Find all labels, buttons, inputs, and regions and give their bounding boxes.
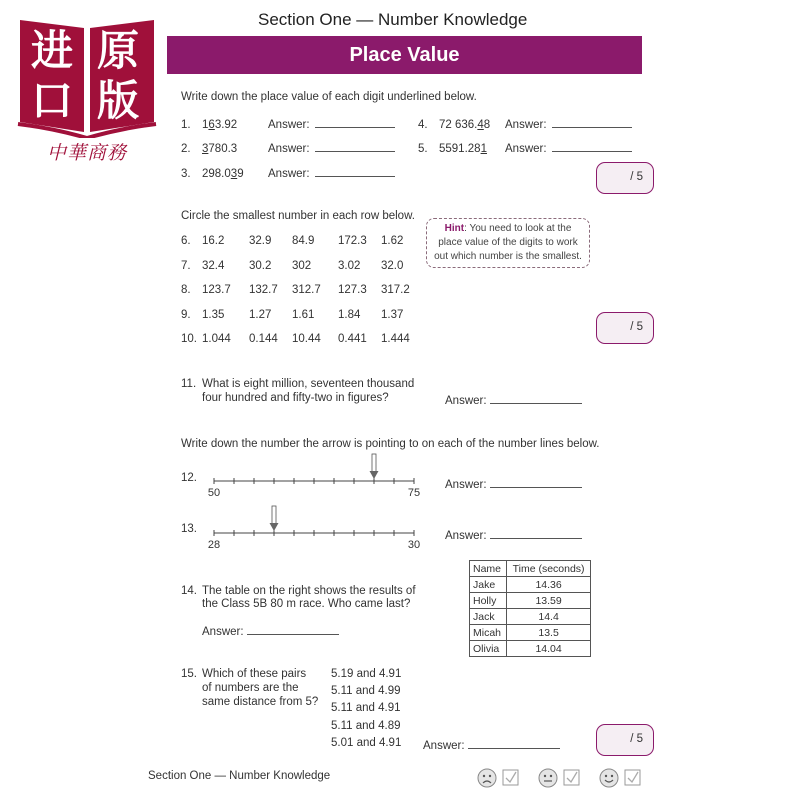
answer-label: Answer:: [445, 395, 487, 407]
number-option[interactable]: 317.2: [381, 284, 410, 296]
answer-label: Answer:: [202, 626, 244, 638]
number-option[interactable]: 32.0: [381, 259, 404, 272]
answer-label: Answer:: [268, 119, 310, 131]
number-option[interactable]: 1.444: [381, 333, 410, 345]
line-start-label: 50: [207, 487, 221, 499]
table-header: Time (seconds): [507, 561, 591, 577]
q11-line2: four hundred and fifty-two in figures?: [202, 392, 389, 404]
value-part: 9: [237, 168, 244, 180]
item-value: [202, 143, 260, 155]
line-end-label: 30: [407, 539, 421, 551]
line-end-label: 75: [407, 487, 421, 499]
table-cell-name: Jack: [470, 609, 507, 625]
q11-line1: What is eight million, seventeen thousand: [202, 378, 415, 390]
table-header-row: [470, 561, 591, 577]
down-arrow-icon: [370, 454, 379, 479]
part2-instruction: Circle the smallest number in each row below.: [181, 210, 415, 222]
number-option[interactable]: 0.144: [249, 333, 278, 345]
value-part: 780.3: [208, 143, 238, 155]
row-number: 10.: [181, 333, 197, 345]
answer-label: Answer:: [423, 740, 465, 752]
table-cell-time: 14.4: [507, 609, 591, 625]
place-value-item: [181, 140, 395, 155]
q11-number: 11.: [181, 378, 197, 390]
number-option[interactable]: 3.02: [338, 259, 361, 272]
answer-blank[interactable]: [247, 623, 339, 635]
number-option[interactable]: 30.2: [249, 259, 272, 272]
item-number: 5.: [418, 143, 428, 155]
logo-char-3: 口: [30, 76, 73, 125]
item-value: [202, 119, 260, 131]
race-table: [469, 560, 591, 657]
pair-option[interactable]: 5.11 and 4.89: [331, 719, 401, 732]
value-part: 5591.28: [439, 143, 481, 155]
q15-line1: Which of these pairs: [202, 668, 307, 680]
table-cell-time: 13.5: [507, 625, 591, 641]
answer-blank[interactable]: [552, 116, 632, 128]
q13-answer: [445, 527, 582, 542]
underlined-digit: 3: [230, 168, 238, 180]
value-part: 298.0: [202, 168, 231, 180]
logo-calligraphy: 中華商務: [46, 142, 127, 164]
number-line-12: [200, 450, 430, 500]
number-option[interactable]: 172.3: [338, 235, 367, 247]
item-value: [439, 143, 497, 155]
title-bar: [167, 36, 642, 74]
hint-text-3: out which number is the smallest.: [434, 251, 582, 262]
q13-number: 13.: [181, 523, 197, 535]
score-label: / 5: [630, 171, 643, 183]
row-number: 6.: [181, 235, 191, 247]
place-value-item: [181, 165, 395, 180]
value-part: 1: [202, 119, 209, 131]
underlined-digit: 1: [480, 143, 487, 155]
underlined-digit: 3: [202, 143, 209, 155]
answer-label: Answer:: [445, 530, 487, 542]
answer-blank[interactable]: [490, 476, 582, 488]
score-box-1: [596, 162, 654, 194]
answer-label: Answer:: [445, 479, 487, 491]
part3-instruction: Write down the number the arrow is pointing to on each of the number lines below.: [181, 438, 600, 450]
number-option[interactable]: 1.35: [202, 308, 225, 321]
q15-line3: same distance from 5?: [202, 696, 319, 708]
number-option[interactable]: 10.44: [292, 333, 321, 345]
value-part: 8: [483, 119, 491, 131]
answer-label: Answer:: [505, 143, 547, 155]
happy-face-icon[interactable]: [598, 767, 644, 789]
hint-text-1: : You need to look at the: [464, 223, 572, 234]
pair-option[interactable]: 5.11 and 4.99: [331, 685, 401, 698]
sad-face-icon[interactable]: [476, 767, 522, 789]
q14-line2: the Class 5B 80 m race. Who came last?: [202, 598, 411, 610]
answer-label: Answer:: [268, 143, 310, 155]
place-value-item: [418, 140, 632, 155]
q12-answer: [445, 476, 582, 491]
table-cell-name: Micah: [470, 625, 507, 641]
table-row: [470, 577, 591, 593]
number-option[interactable]: 0.441: [338, 333, 367, 345]
answer-blank[interactable]: [490, 527, 582, 539]
row-number: 7.: [181, 259, 191, 272]
table-cell-time: 13.59: [507, 593, 591, 609]
number-option[interactable]: 32.4: [202, 259, 225, 272]
number-option[interactable]: 1.61: [292, 308, 315, 321]
item-number: 4.: [418, 119, 428, 131]
answer-blank[interactable]: [315, 140, 395, 152]
table-row: [470, 609, 591, 625]
number-option[interactable]: 127.3: [338, 284, 367, 296]
row-number: 9.: [181, 308, 191, 321]
answer-blank[interactable]: [490, 392, 582, 404]
hint-label: Hint: [444, 223, 465, 234]
item-number: 2.: [181, 143, 191, 155]
item-number: 1.: [181, 119, 191, 131]
q15-answer: [423, 737, 560, 752]
answer-label: Answer:: [268, 168, 310, 180]
pair-option[interactable]: 5.19 and 4.91: [331, 668, 402, 680]
answer-blank[interactable]: [315, 116, 395, 128]
table-cell-name: Jake: [470, 577, 507, 593]
number-option[interactable]: 32.9: [249, 235, 272, 247]
table-cell-name: Holly: [470, 593, 507, 609]
number-option[interactable]: 132.7: [249, 284, 278, 296]
number-option[interactable]: 1.37: [381, 308, 404, 321]
number-option[interactable]: 16.2: [202, 235, 225, 247]
value-part: 72 636.: [439, 119, 478, 131]
hint-box: [426, 218, 590, 268]
number-option[interactable]: 1.62: [381, 235, 404, 247]
q15-number: 15.: [181, 668, 197, 680]
number-line-13: [200, 502, 430, 552]
neutral-face-icon[interactable]: [537, 767, 583, 789]
item-value: [439, 119, 497, 131]
section-heading: Section One — Number Knowledge: [258, 10, 528, 29]
table-cell-name: Olivia: [470, 641, 507, 657]
number-option[interactable]: 84.9: [292, 235, 315, 247]
row-number: 8.: [181, 284, 191, 296]
table-row: [470, 625, 591, 641]
logo-char-4: 版: [96, 76, 139, 125]
table-cell-time: 14.36: [507, 577, 591, 593]
page-title: Place Value: [349, 44, 460, 66]
underlined-digit: 4: [477, 119, 484, 131]
table-cell-time: 14.04: [507, 641, 591, 657]
logo-char-2: 原: [96, 26, 139, 75]
score-label: / 5: [630, 733, 643, 745]
place-value-item: [181, 116, 395, 131]
part1-instruction: Write down the place value of each digit underlined below.: [181, 91, 477, 103]
place-value-item: [418, 116, 632, 131]
item-number: 3.: [181, 168, 191, 180]
number-option[interactable]: 1.044: [202, 333, 231, 345]
number-option[interactable]: 1.84: [338, 308, 361, 321]
number-option[interactable]: 1.27: [249, 308, 272, 321]
q14-line1: The table on the right shows the results of: [202, 585, 416, 597]
q14-answer: [202, 623, 339, 638]
table-header: Name: [470, 561, 507, 577]
q12-number: 12.: [181, 472, 197, 484]
hint-text-2: place value of the digits to work: [438, 237, 578, 248]
number-option[interactable]: 123.7: [202, 284, 231, 296]
item-value: [202, 168, 260, 180]
line-start-label: 28: [207, 539, 221, 551]
answer-blank[interactable]: [468, 737, 560, 749]
q14-number: 14.: [181, 585, 197, 597]
table-row: [470, 641, 591, 657]
answer-blank[interactable]: [315, 165, 395, 177]
table-row: [470, 593, 591, 609]
q15-line2: of numbers are the: [202, 682, 299, 694]
value-part: 3.92: [214, 119, 238, 131]
score-label: / 5: [630, 321, 643, 333]
pair-option[interactable]: 5.11 and 4.91: [331, 702, 401, 715]
footer-section-label: Section One — Number Knowledge: [148, 770, 331, 782]
q11-answer: [445, 392, 582, 407]
answer-label: Answer:: [505, 119, 547, 131]
pair-option[interactable]: 5.01 and 4.91: [331, 736, 402, 749]
down-arrow-icon: [270, 506, 279, 531]
number-option[interactable]: 312.7: [292, 284, 321, 296]
logo-char-1: 进: [30, 26, 73, 75]
number-option[interactable]: 302: [292, 259, 312, 272]
score-box-2: [596, 312, 654, 344]
score-box-3: [596, 724, 654, 756]
underlined-digit: 6: [208, 119, 215, 131]
answer-blank[interactable]: [552, 140, 632, 152]
